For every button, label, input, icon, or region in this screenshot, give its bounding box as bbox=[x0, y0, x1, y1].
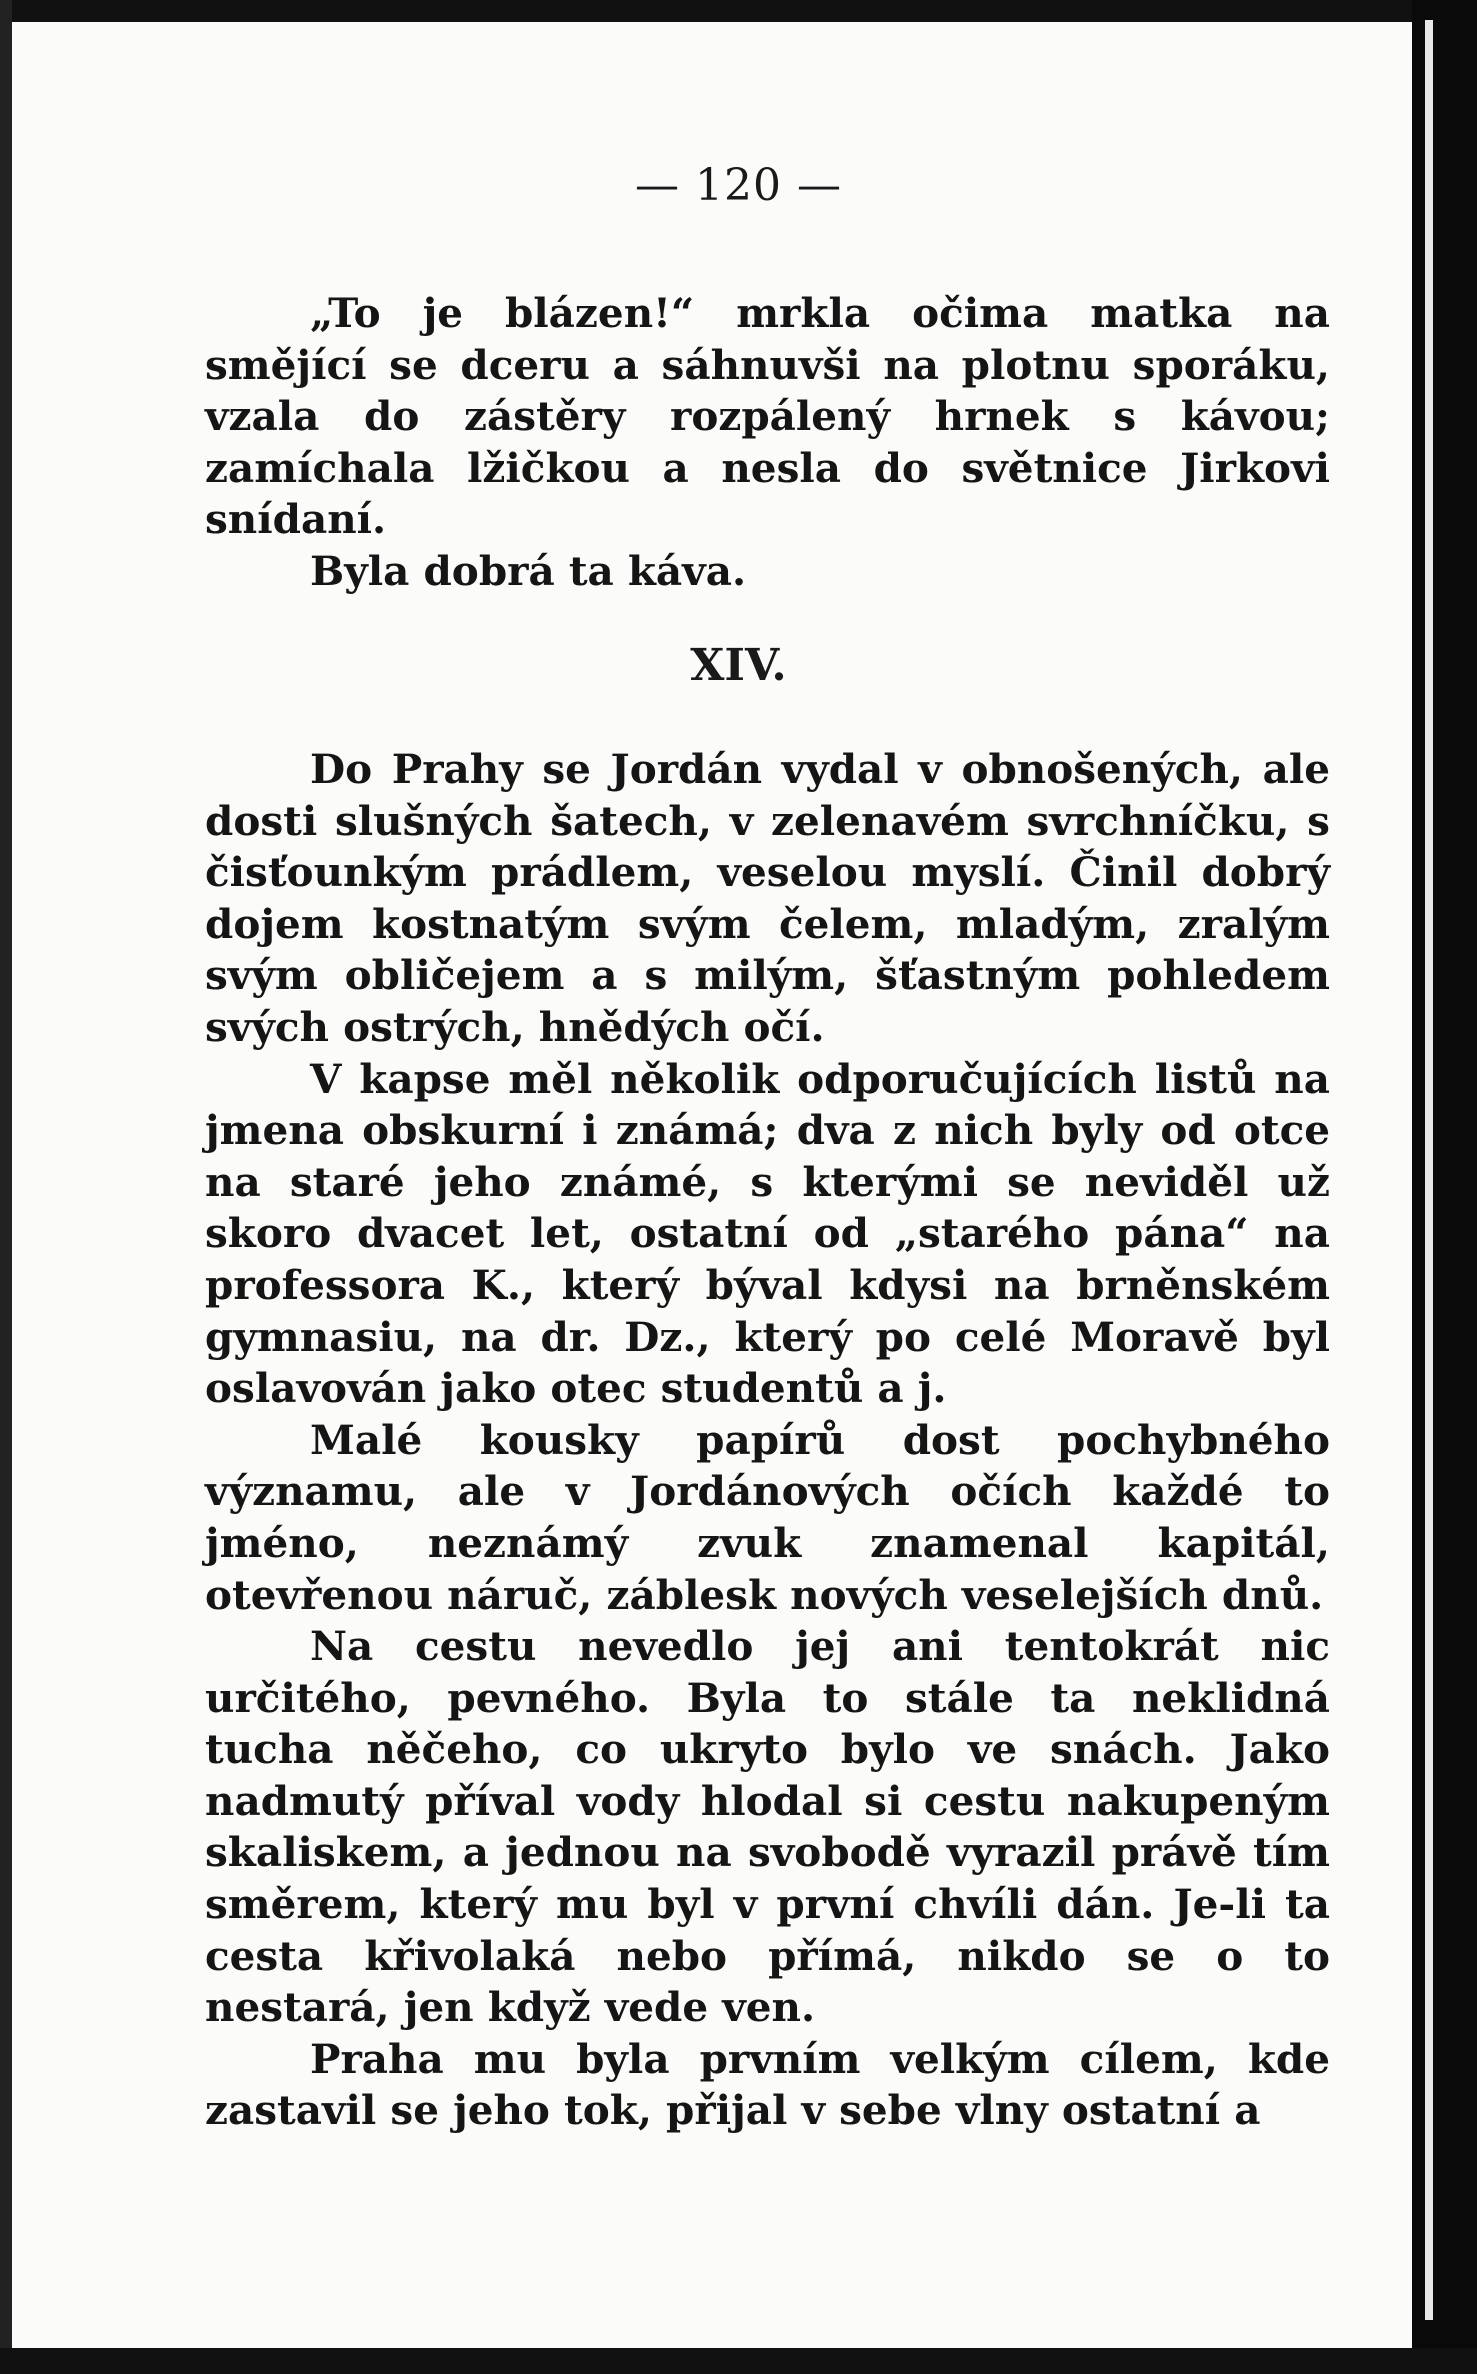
page-number: — 120 — bbox=[635, 160, 842, 211]
scan-border-right bbox=[1412, 0, 1477, 2374]
paragraph: Byla dobrá ta káva. bbox=[310, 546, 747, 595]
paragraph: V kapse měl několik odporučujících listů na jmena obskurní i známá; dva z nich byly od otce na staré jeho známé, s kterými se neviděl už skoro dvacet let, ostatní od „starého pána“ na professora K., který býval kdysi na brněnském gymnasiu, na dr. Dz., který po celé Moravě byl oslavován jako otec studentů a j. bbox=[205, 1054, 1330, 1413]
paragraph: Do Prahy se Jordán vydal v obnošených, ale dosti slušných šatech, v zelenavém svrchníčku, s čisťounkým prádlem, veselou myslí. Činil dobrý dojem kostnatým svým čelem, mladým, zralým svým obličejem a s milým, šťastným pohledem svých ostrých, hnědých očí. bbox=[205, 745, 1330, 1051]
scan-border-top bbox=[0, 0, 1477, 22]
paragraph: Praha mu byla prvním velkým cílem, kde zastavil se jeho tok, přijal v sebe vlny ostatní a bbox=[205, 2034, 1330, 2135]
text-block-chapter-body bbox=[205, 744, 1330, 2137]
chapter-heading: XIV. bbox=[690, 640, 787, 691]
scan-border-left bbox=[0, 0, 12, 2374]
paragraph: Malé kousky papírů dost pochybného významu, ale v Jordánových očích každé to jméno, neznámý zvuk znamenal kapitál, otevřenou náruč, záblesk nových veselejších dnů. bbox=[205, 1415, 1330, 1619]
paragraph: „To je blázen!“ mrkla očima matka na smějící se dceru a sáhnuvši na plotnu sporáku, vzala do zástěry rozpálený hrnek s kávou; zamíchala lžičkou a nesla do světnice Jirkovi snídaní. bbox=[205, 289, 1330, 544]
scan-border-bottom bbox=[0, 2348, 1477, 2374]
text-block-before-chapter bbox=[205, 288, 1330, 598]
paragraph: Na cestu nevedlo jej ani tentokrát nic určitého, pevného. Byla to stále ta neklidná tucha něčeho, co ukryto bylo ve snách. Jako nadmutý příval vody hlodal si cestu nakupeným skaliskem, a jednou na svobodě vyrazil právě tím směrem, který mu byl v první chvíli dán. Je-li ta cesta křivolaká nebo přímá, nikdo se o to nestará, jen když vede ven. bbox=[205, 1622, 1330, 2032]
scan-border-right-inner bbox=[1425, 20, 1433, 2320]
